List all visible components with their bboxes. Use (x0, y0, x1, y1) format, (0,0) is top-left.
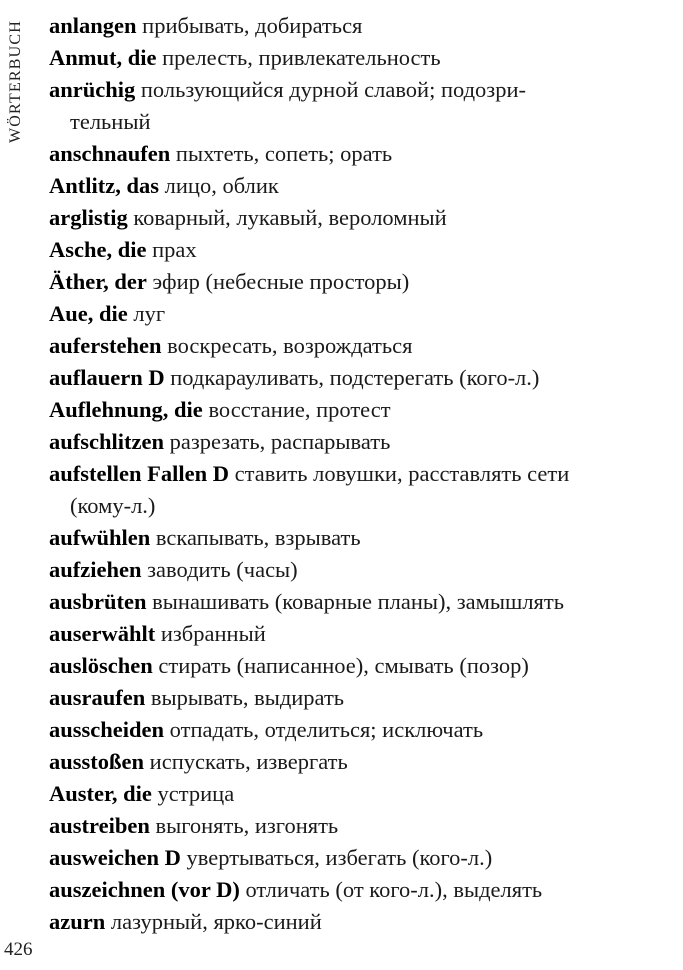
dictionary-entry (49, 10, 649, 42)
entry-translation: воскресать, возрождаться (167, 333, 413, 358)
dictionary-entry (49, 330, 649, 362)
entry-headword: azurn (49, 909, 106, 934)
entry-headword: arglistig (49, 205, 128, 230)
entry-translation: отпадать, отделиться; исключать (169, 717, 484, 742)
entry-headword: ausbrüten (49, 589, 147, 614)
entry-translation: пользующийся дурной славой; подозри- (140, 77, 526, 102)
entry-translation: прелесть, привлекательность (162, 45, 441, 70)
entry-headword: anlangen (49, 13, 137, 38)
dictionary-entry (49, 362, 649, 394)
entry-translation-continuation: (кому-л.) (70, 493, 156, 518)
entry-headword: auslöschen (49, 653, 153, 678)
dictionary-entry (49, 522, 649, 554)
entry-headword: ausweichen D (49, 845, 181, 870)
entry-translation: избранный (160, 621, 266, 646)
entry-translation: испускать, извергать (149, 749, 348, 774)
dictionary-entry (49, 682, 649, 714)
dictionary-entry (49, 842, 649, 874)
dictionary-entry (49, 458, 649, 522)
entry-headword: auszeichnen (vor D) (49, 877, 240, 902)
dictionary-entry (49, 138, 649, 170)
entry-headword: aufziehen (49, 557, 142, 582)
dictionary-entry (49, 170, 649, 202)
entry-translation: вырывать, выдирать (150, 685, 345, 710)
dictionary-entry (49, 202, 649, 234)
entry-headword: Antlitz, das (49, 173, 160, 198)
dictionary-entry (49, 618, 649, 650)
entry-translation: увертываться, избегать (кого-л.) (186, 845, 493, 870)
entry-translation: коварный, лукавый, вероломный (133, 205, 447, 230)
entry-translation: стирать (написанное), смывать (позор) (158, 653, 529, 678)
entry-translation: разрезать, распарывать (169, 429, 391, 454)
dictionary-entry-list (49, 10, 649, 938)
dictionary-entry (49, 426, 649, 458)
dictionary-entry (49, 42, 649, 74)
entry-translation: отличать (от кого-л.), выделять (245, 877, 543, 902)
dictionary-entry (49, 810, 649, 842)
page-number: 426 (4, 939, 33, 960)
entry-translation: устрица (157, 781, 235, 806)
entry-headword: anrüchig (49, 77, 136, 102)
entry-headword: auferstehen (49, 333, 162, 358)
dictionary-entry (49, 554, 649, 586)
entry-headword: Anmut, die (49, 45, 157, 70)
entry-headword: Aue, die (49, 301, 128, 326)
dictionary-entry (49, 714, 649, 746)
entry-headword: Asche, die (49, 237, 147, 262)
entry-headword: aufwühlen (49, 525, 151, 550)
entry-translation: ставить ловушки, расставлять сети (234, 461, 570, 486)
entry-translation: прибывать, добираться (142, 13, 363, 38)
entry-headword: ausscheiden (49, 717, 165, 742)
entry-headword: aufschlitzen (49, 429, 164, 454)
entry-translation: лазурный, ярко-синий (110, 909, 322, 934)
entry-translation: пыхтеть, сопеть; орать (175, 141, 393, 166)
dictionary-entry (49, 586, 649, 618)
entry-headword: aufstellen Fallen D (49, 461, 229, 486)
entry-translation: заводить (часы) (147, 557, 298, 582)
entry-headword: auserwählt (49, 621, 156, 646)
entry-translation: восстание, протест (208, 397, 391, 422)
dictionary-entry (49, 746, 649, 778)
dictionary-entry (49, 266, 649, 298)
entry-headword: anschnaufen (49, 141, 171, 166)
entry-headword: ausstoßen (49, 749, 145, 774)
dictionary-entry (49, 650, 649, 682)
entry-translation: луг (133, 301, 166, 326)
entry-translation: вскапывать, взрывать (155, 525, 361, 550)
dictionary-entry (49, 234, 649, 266)
section-label: WÖRTERBUCH (7, 20, 24, 144)
entry-headword: Auster, die (49, 781, 152, 806)
dictionary-entry (49, 906, 649, 938)
entry-translation-continuation: тельный (70, 109, 151, 134)
entry-headword: Äther, der (49, 269, 147, 294)
entry-headword: ausraufen (49, 685, 146, 710)
entry-translation: лицо, облик (164, 173, 279, 198)
dictionary-entry (49, 298, 649, 330)
entry-translation: подкарауливать, подстерегать (кого-л.) (170, 365, 540, 390)
entry-headword: auflauern D (49, 365, 165, 390)
dictionary-entry (49, 874, 649, 906)
dictionary-entry (49, 394, 649, 426)
entry-headword: austreiben (49, 813, 150, 838)
entry-translation: вынашивать (коварные планы), замышлять (152, 589, 564, 614)
entry-translation: выгонять, изгонять (155, 813, 339, 838)
entry-translation: прах (152, 237, 197, 262)
dictionary-entry (49, 778, 649, 810)
entry-headword: Auflehnung, die (49, 397, 203, 422)
dictionary-entry (49, 74, 649, 138)
entry-translation: эфир (небесные просторы) (152, 269, 410, 294)
